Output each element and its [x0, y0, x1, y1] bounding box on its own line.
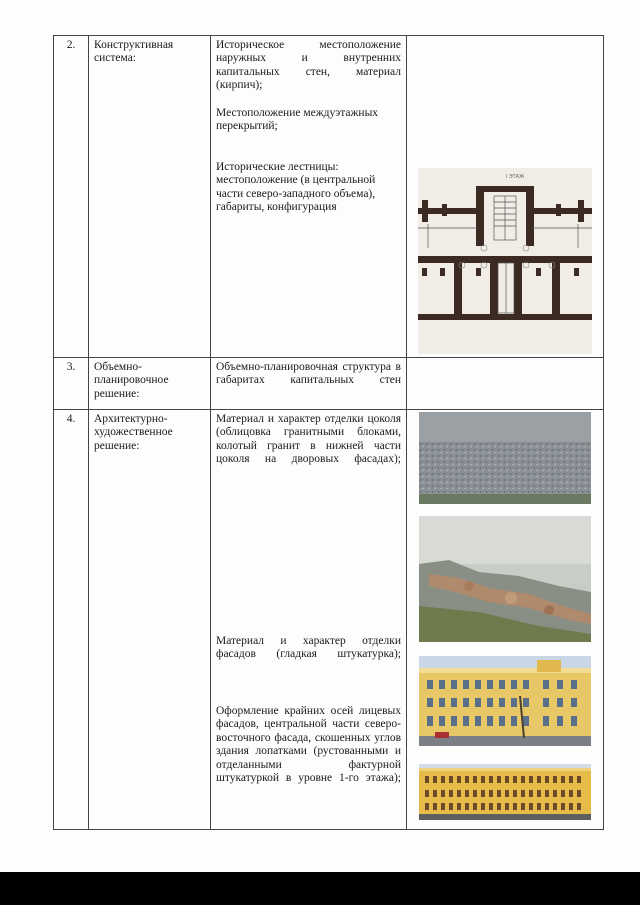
table-row: [54, 36, 604, 358]
pilasters-text: Оформление крайних осей лицевых фасадов, центральной части северо-восточного фасада, скошенных углов здания лопатками (рустованными и отделанными фактурной штукатуркой в уровне 1-го этажа);: [216, 705, 401, 785]
staircase-floor-plan: [418, 168, 592, 354]
row-illustration: [407, 36, 604, 358]
row-description: [211, 36, 407, 358]
plan-label: I ЭТАЖ: [506, 174, 525, 180]
scan-bottom-edge: [0, 872, 640, 905]
row-number: 4.: [54, 410, 89, 830]
walls-text: Историческое местоположение наружных и внутренних капитальных стен, материал (кирпич);: [216, 39, 401, 92]
rough-granite-photo: [419, 516, 591, 642]
granite-plinth-photo: [419, 412, 591, 504]
row-category: Конструктивная система:: [89, 36, 211, 358]
facades-text: Материал и характер отделки фасадов (гладкая штукатурка);: [216, 635, 401, 661]
plinth-text: Материал и характер отделки цоколя (облицовка гранитными блоками, колотый гранит в нижней части цоколя на дворовых фасадах);: [216, 413, 401, 466]
row-category: Архитектурно-художественное решение:: [89, 410, 211, 830]
row-number: 2.: [54, 36, 89, 358]
table-row: [54, 410, 604, 830]
yellow-facade-photo: [419, 656, 591, 746]
row-category: Объемно-планировочное решение:: [89, 358, 211, 410]
structure-text: Объемно-планировочная структура в габаритах капитальных стен: [216, 361, 401, 387]
row-illustration-empty: [407, 358, 604, 410]
register-table: [53, 35, 604, 830]
row-description: [211, 358, 407, 410]
row-number: 3.: [54, 358, 89, 410]
row-illustration: [407, 410, 604, 830]
floors-text: Местоположение междуэтажных перекрытий;: [216, 107, 379, 133]
row-description: [211, 410, 407, 830]
long-facade-photo: [419, 764, 591, 820]
stairs-text: Исторические лестницы: местоположение (в центральной части северо-западного объема), габариты, конфигурация: [216, 161, 376, 214]
table-row: [54, 358, 604, 410]
